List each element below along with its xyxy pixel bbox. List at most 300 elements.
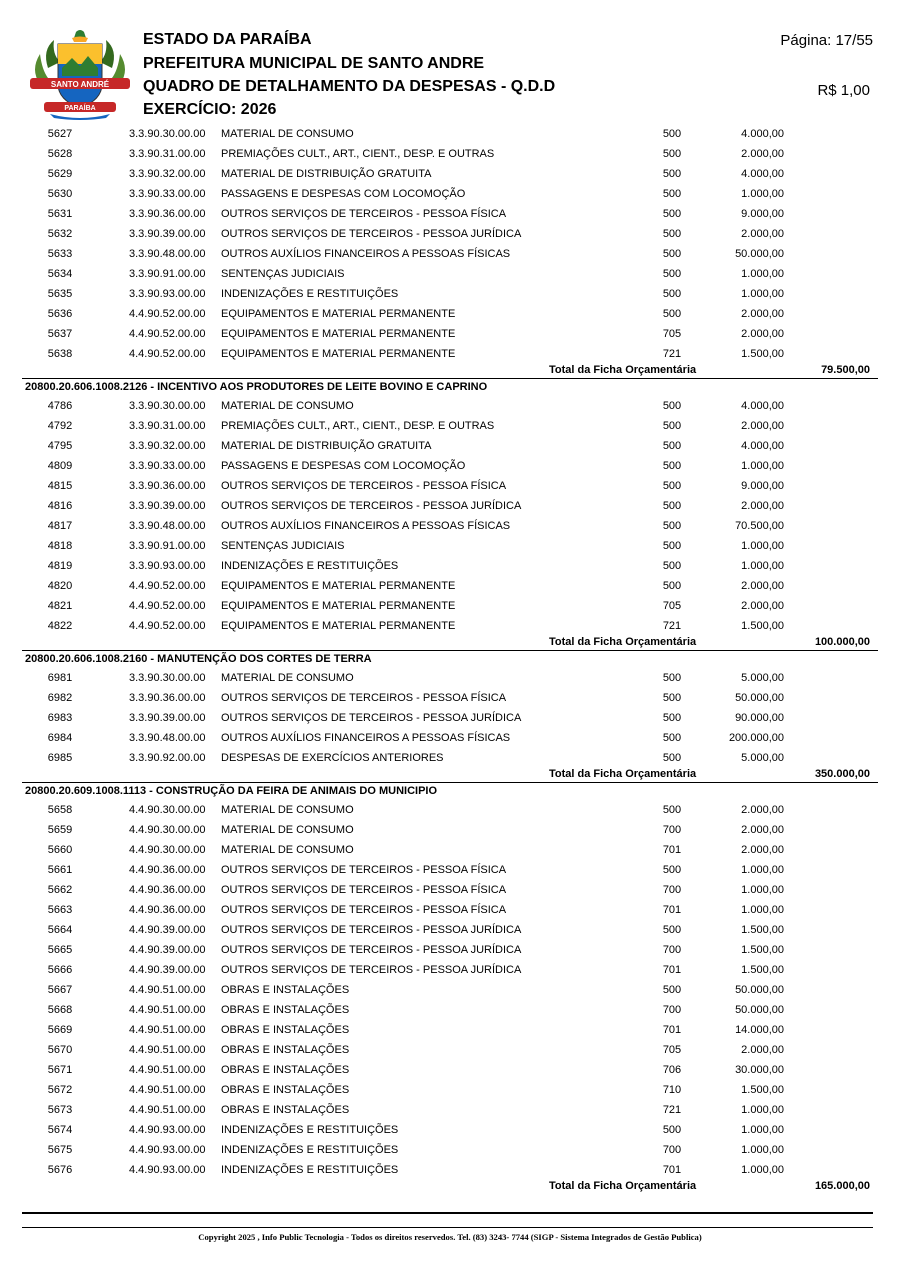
amount: 1.000,00 [741, 864, 784, 876]
record-id: 5674 [47, 1124, 73, 1136]
record-id: 4792 [47, 420, 73, 432]
table-row [22, 800, 878, 820]
logo-ribbon-top: SANTO ANDRÉ [50, 80, 110, 89]
resource-source: 500 [662, 208, 682, 220]
table-row [22, 1060, 878, 1080]
table-row [22, 1120, 878, 1140]
expense-description: MATERIAL DE CONSUMO [221, 672, 354, 684]
resource-source: 500 [662, 268, 682, 280]
table-row [22, 456, 878, 476]
amount: 1.000,00 [741, 904, 784, 916]
expense-description: OUTROS SERVIÇOS DE TERCEIROS - PESSOA FÍSICA [221, 208, 507, 220]
expense-description: PASSAGENS E DESPESAS COM LOCOMOÇÃO [221, 188, 466, 200]
budget-total-row [22, 636, 878, 650]
table-row [22, 264, 878, 284]
amount: 30.000,00 [735, 1064, 784, 1076]
resource-source: 710 [662, 1084, 682, 1096]
expense-code: 3.3.90.91.00.00 [129, 268, 206, 280]
expense-description: EQUIPAMENTOS E MATERIAL PERMANENTE [221, 308, 456, 320]
expense-description: EQUIPAMENTOS E MATERIAL PERMANENTE [221, 348, 456, 360]
record-id: 6983 [47, 712, 73, 724]
resource-source: 500 [662, 732, 682, 744]
expense-description: EQUIPAMENTOS E MATERIAL PERMANENTE [221, 328, 456, 340]
amount: 1.000,00 [741, 1164, 784, 1176]
resource-source: 500 [662, 984, 682, 996]
table-row [22, 840, 878, 860]
expense-code: 4.4.90.51.00.00 [129, 1024, 206, 1036]
expense-code: 3.3.90.36.00.00 [129, 480, 206, 492]
resource-source: 500 [662, 308, 682, 320]
amount: 1.000,00 [741, 540, 784, 552]
record-id: 4820 [47, 580, 73, 592]
table-row [22, 436, 878, 456]
expense-code: 3.3.90.32.00.00 [129, 440, 206, 452]
table-row [22, 1000, 878, 1020]
expense-code: 3.3.90.36.00.00 [129, 692, 206, 704]
record-id: 4816 [47, 500, 73, 512]
table-row [22, 688, 878, 708]
expense-code: 4.4.90.30.00.00 [129, 804, 206, 816]
amount: 50.000,00 [735, 248, 784, 260]
record-id: 5627 [47, 128, 73, 140]
resource-source: 705 [662, 600, 682, 612]
resource-source: 701 [662, 844, 682, 856]
table-row [22, 920, 878, 940]
expense-description: OUTROS SERVIÇOS DE TERCEIROS - PESSOA JURÍDICA [221, 944, 522, 956]
amount: 2.000,00 [741, 844, 784, 856]
record-id: 5666 [47, 964, 73, 976]
record-id: 5636 [47, 308, 73, 320]
amount: 1.000,00 [741, 460, 784, 472]
table-row [22, 1140, 878, 1160]
amount: 2.000,00 [741, 308, 784, 320]
amount: 50.000,00 [735, 1004, 784, 1016]
resource-source: 500 [662, 672, 682, 684]
amount: 1.000,00 [741, 1124, 784, 1136]
amount: 14.000,00 [735, 1024, 784, 1036]
table-row [22, 728, 878, 748]
record-id: 5629 [47, 168, 73, 180]
table-row [22, 344, 878, 364]
resource-source: 701 [662, 964, 682, 976]
amount: 1.500,00 [741, 348, 784, 360]
expense-description: OUTROS AUXÍLIOS FINANCEIROS A PESSOAS FÍSICAS [221, 248, 511, 260]
resource-source: 701 [662, 1164, 682, 1176]
amount: 1.000,00 [741, 188, 784, 200]
expense-description: MATERIAL DE CONSUMO [221, 844, 354, 856]
expense-code: 3.3.90.48.00.00 [129, 520, 206, 532]
amount: 90.000,00 [735, 712, 784, 724]
table-row [22, 748, 878, 768]
resource-source: 500 [662, 924, 682, 936]
budget-total-row [22, 364, 878, 378]
expense-description: OUTROS SERVIÇOS DE TERCEIROS - PESSOA JURÍDICA [221, 964, 522, 976]
resource-source: 500 [662, 480, 682, 492]
amount: 2.000,00 [741, 328, 784, 340]
expense-description: EQUIPAMENTOS E MATERIAL PERMANENTE [221, 600, 456, 612]
record-id: 4815 [47, 480, 73, 492]
table-row [22, 224, 878, 244]
amount: 1.000,00 [741, 288, 784, 300]
table-row [22, 124, 878, 144]
resource-source: 500 [662, 440, 682, 452]
resource-source: 500 [662, 804, 682, 816]
expense-code: 4.4.90.52.00.00 [129, 580, 206, 592]
table-row [22, 596, 878, 616]
record-id: 5633 [47, 248, 73, 260]
resource-source: 700 [662, 944, 682, 956]
record-id: 4819 [47, 560, 73, 572]
municipality-name: PREFEITURA MUNICIPAL DE SANTO ANDRE [143, 55, 485, 72]
record-id: 5634 [47, 268, 73, 280]
table-row [22, 164, 878, 184]
table-row [22, 1100, 878, 1120]
resource-source: 500 [662, 692, 682, 704]
record-id: 4822 [47, 620, 73, 632]
municipal-coat-of-arms-icon [28, 28, 132, 120]
expense-description: MATERIAL DE CONSUMO [221, 128, 354, 140]
table-row [22, 1020, 878, 1040]
record-id: 4786 [47, 400, 73, 412]
resource-source: 500 [662, 560, 682, 572]
expense-code: 4.4.90.36.00.00 [129, 864, 206, 876]
expense-code: 4.4.90.30.00.00 [129, 824, 206, 836]
expense-description: MATERIAL DE DISTRIBUIÇÃO GRATUITA [221, 168, 432, 180]
expense-code: 4.4.90.39.00.00 [129, 964, 206, 976]
expense-description: OUTROS AUXÍLIOS FINANCEIROS A PESSOAS FÍSICAS [221, 732, 511, 744]
table-row [22, 668, 878, 688]
amount: 2.000,00 [741, 804, 784, 816]
amount: 2.000,00 [741, 580, 784, 592]
table-row [22, 144, 878, 164]
expense-code: 4.4.90.52.00.00 [129, 308, 206, 320]
section-heading: 20800.20.609.1008.1113 - CONSTRUÇÃO DA FEIRA DE ANIMAIS DO MUNICIPIO [22, 782, 878, 800]
expense-code: 3.3.90.92.00.00 [129, 752, 206, 764]
amount: 2.000,00 [741, 824, 784, 836]
expense-code: 4.4.90.93.00.00 [129, 1124, 206, 1136]
resource-source: 706 [662, 1064, 682, 1076]
expense-description: SENTENÇAS JUDICIAIS [221, 268, 345, 280]
expense-description: OUTROS SERVIÇOS DE TERCEIROS - PESSOA FÍSICA [221, 884, 507, 896]
record-id: 5667 [47, 984, 73, 996]
record-id: 5664 [47, 924, 73, 936]
report-header [0, 0, 900, 124]
resource-source: 701 [662, 1024, 682, 1036]
record-id: 5635 [47, 288, 73, 300]
resource-source: 700 [662, 1004, 682, 1016]
table-row [22, 616, 878, 636]
amount: 50.000,00 [735, 984, 784, 996]
amount: 1.000,00 [741, 268, 784, 280]
table-row [22, 860, 878, 880]
expense-code: 4.4.90.51.00.00 [129, 1084, 206, 1096]
currency-unit: R$ 1,00 [817, 82, 870, 99]
total-label: Total da Ficha Orçamentária [549, 768, 697, 780]
resource-source: 500 [662, 228, 682, 240]
amount: 2.000,00 [741, 228, 784, 240]
expense-description: OUTROS SERVIÇOS DE TERCEIROS - PESSOA JURÍDICA [221, 712, 522, 724]
resource-source: 700 [662, 1144, 682, 1156]
amount: 2.000,00 [741, 148, 784, 160]
amount: 1.000,00 [741, 560, 784, 572]
resource-source: 700 [662, 884, 682, 896]
expense-description: OBRAS E INSTALAÇÕES [221, 1004, 350, 1016]
amount: 1.500,00 [741, 1084, 784, 1096]
resource-source: 721 [662, 1104, 682, 1116]
resource-source: 705 [662, 328, 682, 340]
table-row [22, 324, 878, 344]
expense-code: 4.4.90.93.00.00 [129, 1164, 206, 1176]
expense-description: EQUIPAMENTOS E MATERIAL PERMANENTE [221, 620, 456, 632]
expense-description: OBRAS E INSTALAÇÕES [221, 1024, 350, 1036]
record-id: 5670 [47, 1044, 73, 1056]
table-row [22, 284, 878, 304]
record-id: 5673 [47, 1104, 73, 1116]
table-row [22, 516, 878, 536]
expense-code: 4.4.90.93.00.00 [129, 1144, 206, 1156]
resource-source: 721 [662, 620, 682, 632]
amount: 1.500,00 [741, 924, 784, 936]
expense-code: 3.3.90.32.00.00 [129, 168, 206, 180]
expense-description: INDENIZAÇÕES E RESTITUIÇÕES [221, 1144, 399, 1156]
expense-code: 3.3.90.30.00.00 [129, 672, 206, 684]
amount: 4.000,00 [741, 400, 784, 412]
expense-code: 4.4.90.51.00.00 [129, 1064, 206, 1076]
record-id: 6982 [47, 692, 73, 704]
logo-ribbon-bottom: PARAÍBA [64, 105, 96, 112]
total-amount: 350.000,00 [814, 768, 870, 780]
resource-source: 500 [662, 1124, 682, 1136]
table-row [22, 556, 878, 576]
expense-description: DESPESAS DE EXERCÍCIOS ANTERIORES [221, 752, 444, 764]
record-id: 5660 [47, 844, 73, 856]
expense-description: MATERIAL DE CONSUMO [221, 824, 354, 836]
bottom-divider [22, 1212, 873, 1214]
table-row [22, 1080, 878, 1100]
resource-source: 500 [662, 400, 682, 412]
expense-code: 3.3.90.48.00.00 [129, 248, 206, 260]
table-row [22, 576, 878, 596]
expense-description: OBRAS E INSTALAÇÕES [221, 984, 350, 996]
resource-source: 500 [662, 540, 682, 552]
record-id: 5638 [47, 348, 73, 360]
budget-total-row [22, 1180, 878, 1194]
expense-code: 4.4.90.51.00.00 [129, 1104, 206, 1116]
record-id: 5668 [47, 1004, 73, 1016]
expense-description: OUTROS SERVIÇOS DE TERCEIROS - PESSOA FÍSICA [221, 480, 507, 492]
expense-code: 4.4.90.39.00.00 [129, 924, 206, 936]
expense-code: 3.3.90.39.00.00 [129, 500, 206, 512]
amount: 2.000,00 [741, 600, 784, 612]
expense-code: 4.4.90.52.00.00 [129, 328, 206, 340]
expense-code: 3.3.90.33.00.00 [129, 188, 206, 200]
record-id: 5628 [47, 148, 73, 160]
expense-code: 4.4.90.36.00.00 [129, 904, 206, 916]
expense-description: OUTROS SERVIÇOS DE TERCEIROS - PESSOA FÍSICA [221, 904, 507, 916]
table-row [22, 244, 878, 264]
expense-code: 4.4.90.39.00.00 [129, 944, 206, 956]
record-id: 5631 [47, 208, 73, 220]
expense-description: MATERIAL DE DISTRIBUIÇÃO GRATUITA [221, 440, 432, 452]
table-row [22, 184, 878, 204]
record-id: 5675 [47, 1144, 73, 1156]
table-row [22, 304, 878, 324]
amount: 2.000,00 [741, 1044, 784, 1056]
expense-description: PREMIAÇÕES CULT., ART., CIENT., DESP. E OUTRAS [221, 148, 495, 160]
record-id: 6985 [47, 752, 73, 764]
resource-source: 721 [662, 348, 682, 360]
amount: 1.500,00 [741, 944, 784, 956]
amount: 50.000,00 [735, 692, 784, 704]
expense-code: 3.3.90.39.00.00 [129, 712, 206, 724]
expense-code: 4.4.90.51.00.00 [129, 1004, 206, 1016]
record-id: 5665 [47, 944, 73, 956]
table-row [22, 708, 878, 728]
resource-source: 500 [662, 248, 682, 260]
amount: 5.000,00 [741, 752, 784, 764]
table-row [22, 960, 878, 980]
expense-code: 3.3.90.93.00.00 [129, 288, 206, 300]
amount: 4.000,00 [741, 128, 784, 140]
expense-code: 4.4.90.30.00.00 [129, 844, 206, 856]
record-id: 5663 [47, 904, 73, 916]
budget-total-row [22, 768, 878, 782]
expense-description: MATERIAL DE CONSUMO [221, 400, 354, 412]
total-label: Total da Ficha Orçamentária [549, 1180, 697, 1192]
table-row [22, 880, 878, 900]
expense-table [22, 124, 878, 1194]
amount: 2.000,00 [741, 500, 784, 512]
table-row [22, 204, 878, 224]
record-id: 5662 [47, 884, 73, 896]
amount: 200.000,00 [728, 732, 784, 744]
expense-code: 3.3.90.36.00.00 [129, 208, 206, 220]
amount: 4.000,00 [741, 440, 784, 452]
expense-description: EQUIPAMENTOS E MATERIAL PERMANENTE [221, 580, 456, 592]
expense-description: OBRAS E INSTALAÇÕES [221, 1064, 350, 1076]
expense-description: OUTROS SERVIÇOS DE TERCEIROS - PESSOA JURÍDICA [221, 228, 522, 240]
amount: 1.500,00 [741, 620, 784, 632]
amount: 4.000,00 [741, 168, 784, 180]
table-row [22, 980, 878, 1000]
amount: 70.500,00 [735, 520, 784, 532]
expense-code: 3.3.90.39.00.00 [129, 228, 206, 240]
expense-code: 3.3.90.30.00.00 [129, 128, 206, 140]
amount: 9.000,00 [741, 208, 784, 220]
expense-description: SENTENÇAS JUDICIAIS [221, 540, 345, 552]
expense-description: OBRAS E INSTALAÇÕES [221, 1044, 350, 1056]
expense-description: PASSAGENS E DESPESAS COM LOCOMOÇÃO [221, 460, 466, 472]
section-heading: 20800.20.606.1008.2126 - INCENTIVO AOS PRODUTORES DE LEITE BOVINO E CAPRINO [22, 378, 878, 396]
record-id: 5671 [47, 1064, 73, 1076]
amount: 2.000,00 [741, 420, 784, 432]
page-number: Página: 17/55 [780, 32, 873, 49]
amount: 5.000,00 [741, 672, 784, 684]
table-row [22, 396, 878, 416]
expense-description: PREMIAÇÕES CULT., ART., CIENT., DESP. E OUTRAS [221, 420, 495, 432]
record-id: 5669 [47, 1024, 73, 1036]
amount: 9.000,00 [741, 480, 784, 492]
total-amount: 79.500,00 [821, 364, 870, 376]
expense-description: OUTROS AUXÍLIOS FINANCEIROS A PESSOAS FÍSICAS [221, 520, 511, 532]
table-row [22, 476, 878, 496]
total-label: Total da Ficha Orçamentária [549, 636, 697, 648]
amount: 1.000,00 [741, 884, 784, 896]
resource-source: 500 [662, 580, 682, 592]
record-id: 5658 [47, 804, 73, 816]
fiscal-year: EXERCÍCIO: 2026 [143, 101, 277, 118]
table-row [22, 416, 878, 436]
resource-source: 700 [662, 824, 682, 836]
expense-code: 3.3.90.48.00.00 [129, 732, 206, 744]
expense-description: OUTROS SERVIÇOS DE TERCEIROS - PESSOA JURÍDICA [221, 500, 522, 512]
record-id: 5637 [47, 328, 73, 340]
expense-code: 4.4.90.52.00.00 [129, 620, 206, 632]
expense-code: 3.3.90.33.00.00 [129, 460, 206, 472]
resource-source: 500 [662, 752, 682, 764]
record-id: 6984 [47, 732, 73, 744]
expense-description: INDENIZAÇÕES E RESTITUIÇÕES [221, 1164, 399, 1176]
expense-code: 4.4.90.52.00.00 [129, 348, 206, 360]
record-id: 5672 [47, 1084, 73, 1096]
expense-code: 3.3.90.31.00.00 [129, 420, 206, 432]
amount: 1.000,00 [741, 1104, 784, 1116]
total-amount: 165.000,00 [814, 1180, 870, 1192]
record-id: 4818 [47, 540, 73, 552]
record-id: 4795 [47, 440, 73, 452]
expense-description: OUTROS SERVIÇOS DE TERCEIROS - PESSOA FÍSICA [221, 692, 507, 704]
record-id: 4809 [47, 460, 73, 472]
resource-source: 500 [662, 288, 682, 300]
expense-description: OUTROS SERVIÇOS DE TERCEIROS - PESSOA JURÍDICA [221, 924, 522, 936]
expense-code: 3.3.90.93.00.00 [129, 560, 206, 572]
amount: 1.500,00 [741, 964, 784, 976]
expense-description: OBRAS E INSTALAÇÕES [221, 1084, 350, 1096]
copyright-footer: Copyright 2025 , Info Public Tecnologia - Todos os direitos reservedos. Tel. (83) 3243- 7744 (SIGP - Sistema Integrados de Gestão Publica) [198, 1232, 702, 1242]
expense-description: INDENIZAÇÕES E RESTITUIÇÕES [221, 560, 399, 572]
expense-description: INDENIZAÇÕES E RESTITUIÇÕES [221, 288, 399, 300]
expense-description: OBRAS E INSTALAÇÕES [221, 1104, 350, 1116]
table-row [22, 900, 878, 920]
record-id: 5632 [47, 228, 73, 240]
footer-divider [22, 1227, 873, 1228]
record-id: 5659 [47, 824, 73, 836]
total-amount: 100.000,00 [814, 636, 870, 648]
state-name: ESTADO DA PARAÍBA [143, 31, 312, 48]
record-id: 4817 [47, 520, 73, 532]
record-id: 5630 [47, 188, 73, 200]
expense-code: 4.4.90.52.00.00 [129, 600, 206, 612]
expense-code: 4.4.90.51.00.00 [129, 984, 206, 996]
record-id: 5676 [47, 1164, 73, 1176]
table-row [22, 1040, 878, 1060]
report-title: QUADRO DE DETALHAMENTO DA DESPESAS - Q.D.D [143, 78, 556, 95]
expense-code: 3.3.90.31.00.00 [129, 148, 206, 160]
resource-source: 500 [662, 520, 682, 532]
expense-description: OUTROS SERVIÇOS DE TERCEIROS - PESSOA FÍSICA [221, 864, 507, 876]
resource-source: 500 [662, 148, 682, 160]
expense-code: 3.3.90.30.00.00 [129, 400, 206, 412]
record-id: 6981 [47, 672, 73, 684]
expense-description: MATERIAL DE CONSUMO [221, 804, 354, 816]
expense-code: 4.4.90.36.00.00 [129, 884, 206, 896]
resource-source: 500 [662, 188, 682, 200]
resource-source: 500 [662, 500, 682, 512]
resource-source: 500 [662, 712, 682, 724]
resource-source: 500 [662, 460, 682, 472]
expense-description: INDENIZAÇÕES E RESTITUIÇÕES [221, 1124, 399, 1136]
resource-source: 701 [662, 904, 682, 916]
